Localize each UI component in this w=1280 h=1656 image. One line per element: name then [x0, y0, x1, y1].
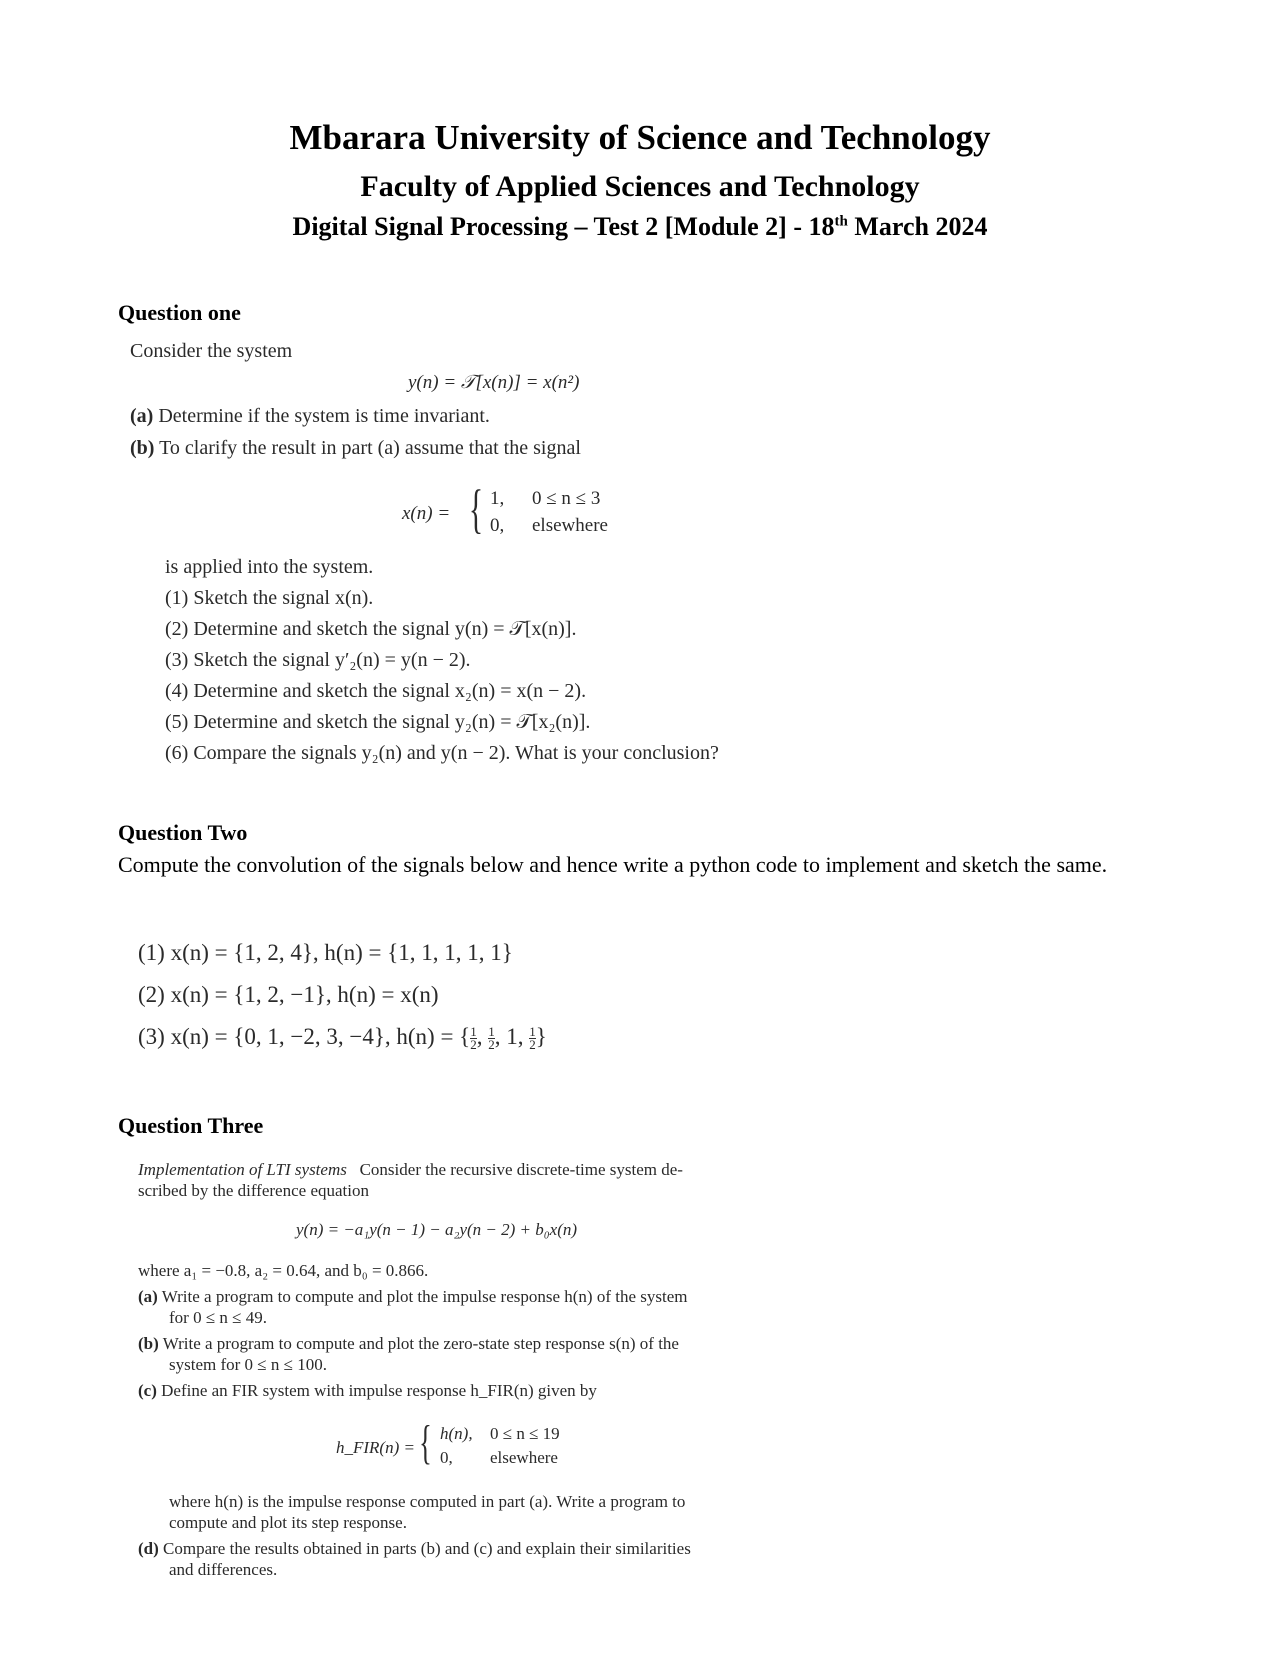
q1-part-a	[130, 405, 490, 428]
q1-system-equation: y(n) = 𝒯[x(n)] = x(n²)	[408, 372, 580, 393]
q1-item-3: (3) Sketch the signal y′₂(n) = y(n − 2).	[165, 649, 471, 671]
q2-item-3: (3) x(n) = {0, 1, −2, 3, −4}, h(n) = { $\frac{1}{2}$ , $\frac{1}{2}$ , 1, $\frac{1}{2}$ }	[138, 1024, 547, 1053]
university-title: Mbarara University of Science and Technology	[289, 118, 991, 157]
q3-part-a-label: (a)	[138, 1287, 158, 1306]
q3-intro-line2: scribed by the difference equation	[138, 1181, 369, 1200]
q1-part-b-label: (b)	[130, 437, 155, 459]
q3-difference-equation: y(n) = −a₁y(n − 1) − a₂y(n − 2) + b₀x(n)	[296, 1220, 578, 1239]
faculty-title: Faculty of Applied Sciences and Technology	[360, 170, 920, 203]
q1-part-a-text: Determine if the system is time invariant.	[158, 405, 490, 427]
q3-fir-case1-val: h(n),	[440, 1424, 473, 1443]
q3-part-b	[138, 1334, 679, 1354]
q1-part-a-label: (a)	[130, 405, 154, 427]
q3-part-c	[138, 1381, 597, 1401]
q3-intro-line1	[138, 1160, 683, 1180]
q3-fir-brace: {	[419, 1416, 432, 1469]
q3-fir-case2-val: 0,	[440, 1448, 453, 1467]
q3-fir-case2-cond: elsewhere	[490, 1448, 558, 1467]
q3-fir-case1-cond: 0 ≤ n ≤ 19	[490, 1424, 560, 1443]
q1-signal-brace: {	[468, 479, 484, 539]
q1-signal-case2-cond: elsewhere	[532, 515, 608, 536]
q2-frac-2: $\frac{1}{2}$	[488, 1024, 495, 1053]
q2-item-2: (2) x(n) = {1, 2, −1}, h(n) = x(n)	[138, 982, 439, 1007]
q3-part-c-label: (c)	[138, 1381, 157, 1400]
course-title-prefix: Digital Signal Processing – Test 2 [Module 2] - 18	[292, 212, 835, 241]
q2-frac-1: $\frac{1}{2}$	[470, 1024, 477, 1053]
q3-part-c-text: Define an FIR system with impulse response h_FIR(n) given by	[161, 1381, 597, 1400]
q3-part-c-after-line1: where h(n) is the impulse response computed in part (a). Write a program to	[169, 1492, 686, 1511]
q1-item-6: (6) Compare the signals y₂(n) and y(n − 2). What is your conclusion?	[165, 742, 719, 764]
q1-signal-case1-cond: 0 ≤ n ≤ 3	[532, 488, 601, 509]
q1-intro: Consider the system	[130, 340, 293, 362]
q3-intro-line1-text: Consider the recursive discrete-time system de-	[359, 1160, 683, 1179]
q3-part-d-line1: Compare the results obtained in parts (b) and (c) and explain their similarities	[163, 1539, 691, 1558]
q2-item-1: (1) x(n) = {1, 2, 4}, h(n) = {1, 1, 1, 1, 1}	[138, 940, 513, 965]
course-title-suffix: March 2024	[847, 212, 988, 241]
q1-signal-case2-val: 0,	[490, 515, 505, 536]
q3-fir-lhs: h_FIR(n) =	[336, 1438, 415, 1457]
q1-part-b	[130, 437, 581, 460]
q3-part-a	[138, 1287, 688, 1307]
q3-part-a-line2: for 0 ≤ n ≤ 49.	[169, 1308, 267, 1327]
q3-intro-italic: Implementation of LTI systems	[138, 1160, 347, 1179]
q3-part-b-line2: system for 0 ≤ n ≤ 100.	[169, 1355, 327, 1374]
question-three-title: Question Three	[118, 1113, 264, 1138]
question-two-title: Question Two	[118, 820, 248, 845]
q3-part-c-after-line2: compute and plot its step response.	[169, 1513, 407, 1532]
q1-item-5: (5) Determine and sketch the signal y₂(n) = 𝒯[x₂(n)].	[165, 711, 591, 733]
course-title	[0, 212, 1280, 242]
q3-part-d	[138, 1539, 691, 1559]
course-title-sup: th	[834, 213, 848, 230]
question-one-title: Question one	[118, 300, 241, 325]
q2-item-3-prefix: (3) x(n) = {0, 1, −2, 3, −4}, h(n) = {	[138, 1024, 471, 1049]
q3-part-a-line1: Write a program to compute and plot the impulse response h(n) of the system	[161, 1287, 688, 1306]
q1-part-b-text: To clarify the result in part (a) assume that the signal	[159, 437, 581, 459]
q2-frac-3: $\frac{1}{2}$	[529, 1024, 536, 1053]
q2-item-3-mid: , 1,	[494, 1024, 530, 1049]
q1-item-4: (4) Determine and sketch the signal x₂(n) = x(n − 2).	[165, 680, 587, 702]
q3-part-b-label: (b)	[138, 1334, 159, 1353]
q1-applied-text: is applied into the system.	[165, 556, 374, 578]
q3-part-d-label: (d)	[138, 1539, 159, 1558]
q3-part-d-line2: and differences.	[169, 1560, 278, 1579]
q2-instructions: Compute the convolution of the signals below and hence write a python code to implement and sketch the same.	[118, 852, 1108, 877]
q1-item-2: (2) Determine and sketch the signal y(n) = 𝒯[x(n)].	[165, 618, 577, 640]
q3-where: where a₁ = −0.8, a₂ = 0.64, and b₀ = 0.866.	[138, 1261, 429, 1280]
q1-signal-case1-val: 1,	[490, 488, 505, 509]
q3-part-b-line1: Write a program to compute and plot the zero-state step response s(n) of the	[162, 1334, 679, 1353]
q1-signal-lhs: x(n) =	[402, 503, 451, 524]
q1-item-1: (1) Sketch the signal x(n).	[165, 587, 374, 609]
